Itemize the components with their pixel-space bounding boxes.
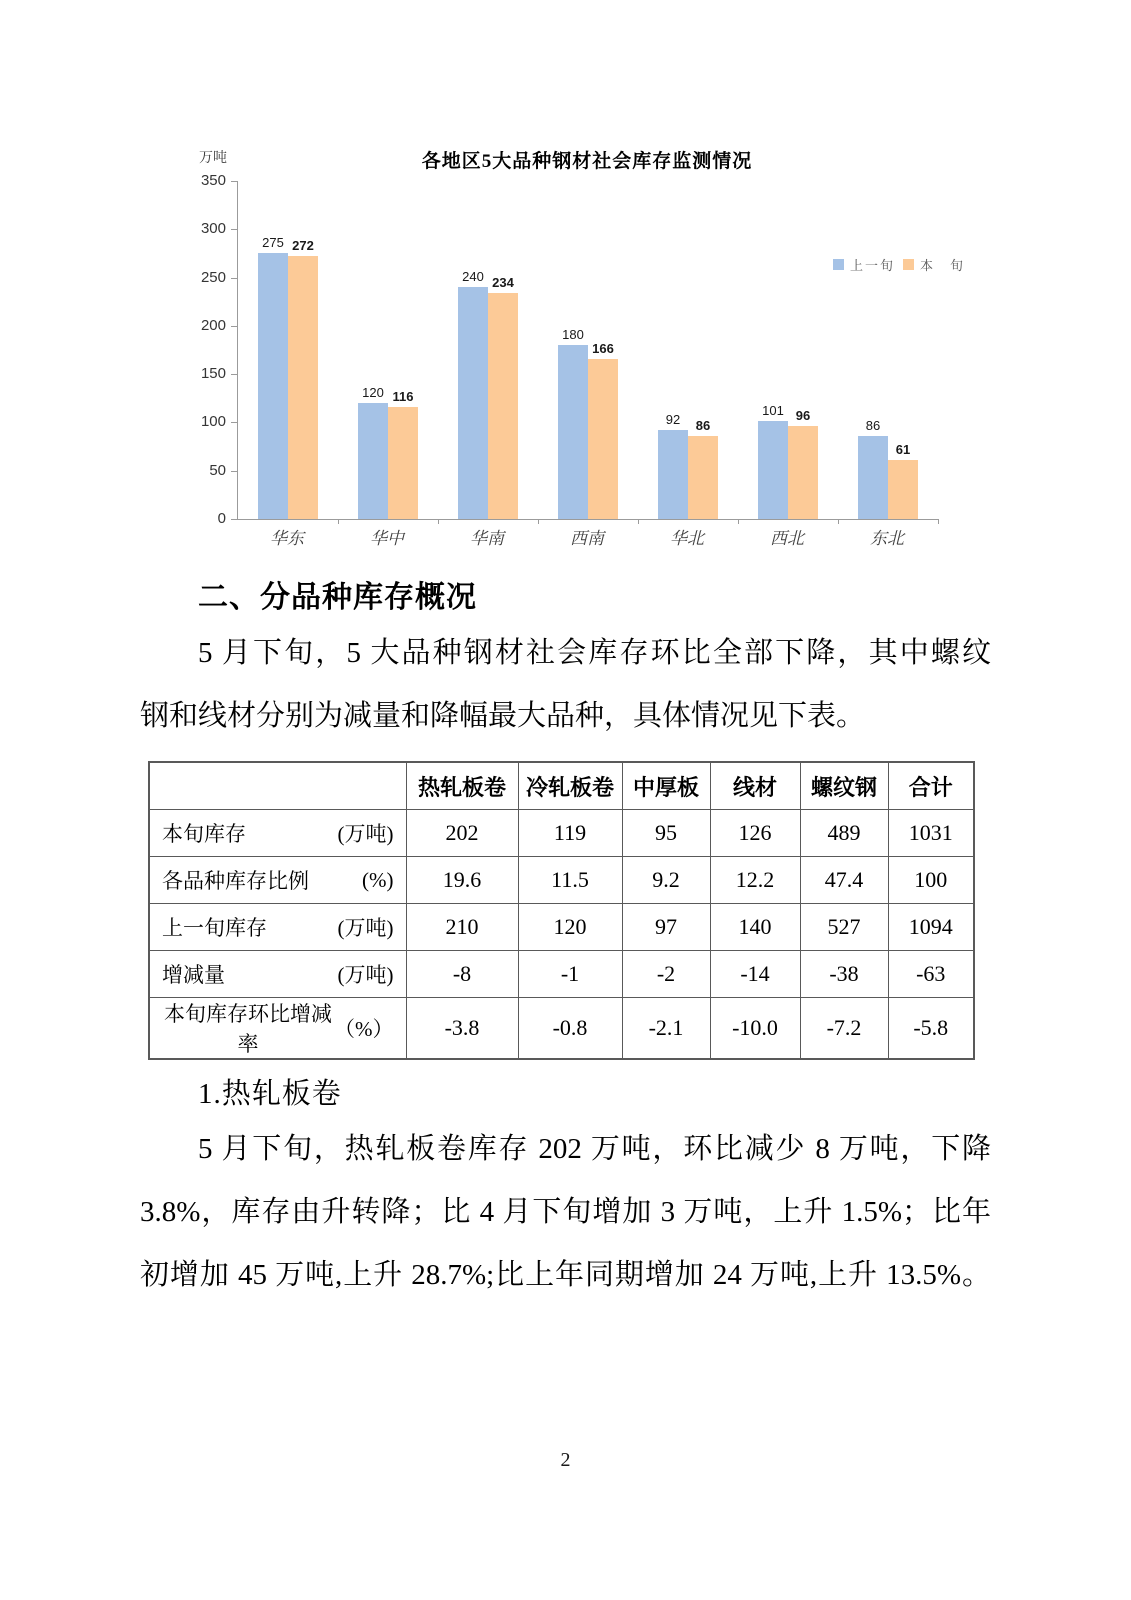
page-number: 2 — [560, 1449, 571, 1471]
row-label-cell — [149, 857, 406, 904]
y-axis-tick-label: 200 — [200, 316, 226, 334]
chart-legend — [833, 255, 973, 274]
table-cell: 527 — [800, 904, 888, 951]
x-axis-category-label: 华北 — [670, 529, 704, 548]
legend-item — [833, 255, 895, 274]
bar — [458, 269, 488, 519]
bar-value-label: 116 — [392, 388, 414, 404]
table-header-cell: 螺纹钢 — [800, 762, 888, 810]
table-cell: 126 — [710, 810, 800, 857]
bar-group — [538, 181, 638, 519]
table-cell: -14 — [710, 951, 800, 998]
bar — [288, 238, 318, 519]
row-unit: (万吨) — [337, 822, 394, 846]
row-label-wrap — [150, 865, 406, 895]
y-axis-tick-label: 300 — [200, 220, 226, 238]
table-cell: 100 — [888, 857, 974, 904]
table-row — [149, 857, 974, 904]
bar-value-label: 86 — [695, 417, 711, 433]
legend-swatch-icon — [903, 259, 914, 270]
table-cell: 47.4 — [800, 857, 888, 904]
paragraph-line: 5 月下旬，5 大品种钢材社会库存环比全部下降，其中螺纹 — [198, 637, 991, 669]
y-axis-tick-label: 50 — [209, 461, 226, 479]
table-cell: -2 — [622, 951, 710, 998]
bar — [358, 385, 388, 519]
row-label: 各品种库存比例 — [162, 869, 309, 893]
table-cell: 9.2 — [622, 857, 710, 904]
x-axis-category-label: 华东 — [270, 529, 304, 548]
bar-value-label: 240 — [462, 269, 484, 285]
row-label: 本旬库存 — [162, 822, 246, 846]
bar-value-label: 234 — [492, 275, 514, 291]
table-row — [149, 951, 974, 998]
table-header-cell: 合计 — [888, 762, 974, 810]
chart-title: 各地区5大品种钢材社会库存监测情况 — [421, 151, 753, 172]
x-axis-category-label: 华中 — [370, 529, 404, 548]
inventory-bar-chart — [0, 0, 1131, 560]
paragraph-line: 3.8%，库存由升转降；比 4 月下旬增加 3 万吨，上升 1.5%；比年 — [140, 1196, 991, 1228]
legend-label: 上一旬 — [850, 258, 896, 273]
table-row — [149, 810, 974, 857]
bar-group — [438, 181, 538, 519]
table-cell: -0.8 — [518, 998, 622, 1060]
table-header-cell: 线材 — [710, 762, 800, 810]
table-cell: -3.8 — [406, 998, 518, 1060]
legend-item — [903, 255, 965, 274]
paragraph-line: 5 月下旬，热轧板卷库存 202 万吨，环比减少 8 万吨，下降 — [198, 1133, 991, 1165]
row-unit: (%) — [362, 867, 394, 892]
table-header-cell: 热轧板卷 — [406, 762, 518, 810]
y-axis-tick-label: 0 — [217, 510, 226, 527]
paragraph-line: 初增加 45 万吨,上升 28.7%;比上年同期增加 24 万吨,上升 13.5%。 — [140, 1259, 991, 1291]
table-cell: -7.2 — [800, 998, 888, 1060]
y-axis-tick-label: 150 — [200, 365, 226, 383]
table-cell: 202 — [406, 810, 518, 857]
table-cell: 489 — [800, 810, 888, 857]
bar-group — [738, 181, 838, 519]
bar — [258, 235, 288, 519]
table-cell: 95 — [622, 810, 710, 857]
table-cell: 11.5 — [518, 857, 622, 904]
table-header-cell: 中厚板 — [622, 762, 710, 810]
row-label-wrap — [150, 959, 406, 989]
row-label: 增减量 — [162, 963, 225, 987]
table-header — [149, 762, 974, 810]
subsection-paragraph — [140, 1118, 991, 1307]
row-label: 本旬库存环比增减率 — [164, 1002, 332, 1056]
section-paragraph — [140, 622, 991, 748]
bar-value-label: 92 — [665, 412, 681, 428]
x-axis-category-label: 西南 — [570, 529, 604, 548]
table-header-cell — [149, 762, 406, 810]
table-cell: -10.0 — [710, 998, 800, 1060]
legend-swatch-icon — [833, 259, 844, 270]
bar-value-label: 275 — [262, 235, 284, 251]
bar — [488, 275, 518, 519]
y-axis-tick-label: 100 — [200, 413, 226, 431]
row-label-wrap — [150, 998, 406, 1058]
table-cell: 119 — [518, 810, 622, 857]
table-cell: -8 — [406, 951, 518, 998]
bar — [588, 340, 618, 519]
bar-value-label: 96 — [795, 408, 811, 424]
row-label: 上一旬库存 — [162, 916, 267, 940]
table-cell: 140 — [710, 904, 800, 951]
paragraph-line: 钢和线材分别为减量和降幅最大品种，具体情况见下表。 — [140, 700, 866, 732]
row-unit: （%） — [334, 1017, 394, 1041]
row-label-cell — [149, 998, 406, 1060]
x-axis-category-label: 西北 — [770, 529, 804, 548]
bar — [758, 403, 788, 519]
legend-label: 本 旬 — [920, 258, 966, 273]
table-cell: 1094 — [888, 904, 974, 951]
table-cell: -2.1 — [622, 998, 710, 1060]
table-cell: -5.8 — [888, 998, 974, 1060]
row-unit: (万吨) — [337, 916, 394, 940]
table-row — [149, 998, 974, 1060]
bar-group — [238, 181, 338, 519]
table-cell: -1 — [518, 951, 622, 998]
table-body — [149, 810, 974, 1060]
table-header-row — [149, 762, 974, 810]
x-axis-category-label: 东北 — [870, 529, 904, 548]
row-label-cell — [149, 904, 406, 951]
x-axis-tick-mark — [938, 519, 939, 524]
subsection-heading: 1.热轧板卷 — [198, 1078, 342, 1110]
table-cell: 210 — [406, 904, 518, 951]
bar — [658, 412, 688, 519]
section-heading: 二、分品种库存概况 — [198, 581, 477, 614]
bar — [888, 442, 918, 519]
row-label-cell — [149, 810, 406, 857]
row-label-cell — [149, 951, 406, 998]
bar-group — [838, 181, 938, 519]
table-row — [149, 904, 974, 951]
bar-group — [638, 181, 738, 519]
bar-value-label: 86 — [865, 417, 881, 433]
table-cell: 97 — [622, 904, 710, 951]
y-axis-tick-label: 250 — [200, 268, 226, 286]
row-unit: (万吨) — [337, 963, 394, 987]
y-axis-unit-label: 万吨 — [199, 149, 227, 165]
bar — [788, 408, 818, 519]
y-axis-tick-label: 350 — [200, 172, 226, 189]
table-cell: 120 — [518, 904, 622, 951]
plot-area — [237, 181, 938, 520]
bar-value-label: 166 — [592, 340, 614, 356]
bar — [688, 417, 718, 519]
table-cell: 19.6 — [406, 857, 518, 904]
x-axis-category-label: 华南 — [470, 529, 504, 548]
inventory-table — [148, 761, 975, 1060]
bar — [858, 417, 888, 519]
table-cell: 12.2 — [710, 857, 800, 904]
bar-value-label: 61 — [895, 442, 911, 458]
bar-value-label: 272 — [292, 238, 314, 254]
bar-value-label: 101 — [762, 403, 784, 419]
bar — [388, 388, 418, 519]
table-cell: -38 — [800, 951, 888, 998]
row-label-wrap — [150, 818, 406, 848]
table-cell: -63 — [888, 951, 974, 998]
table-cell: 1031 — [888, 810, 974, 857]
bar-group — [338, 181, 438, 519]
row-label-wrap — [150, 912, 406, 942]
bar-value-label: 180 — [562, 327, 584, 343]
bar — [558, 327, 588, 519]
table-header-cell: 冷轧板卷 — [518, 762, 622, 810]
bar-value-label: 120 — [362, 385, 384, 401]
